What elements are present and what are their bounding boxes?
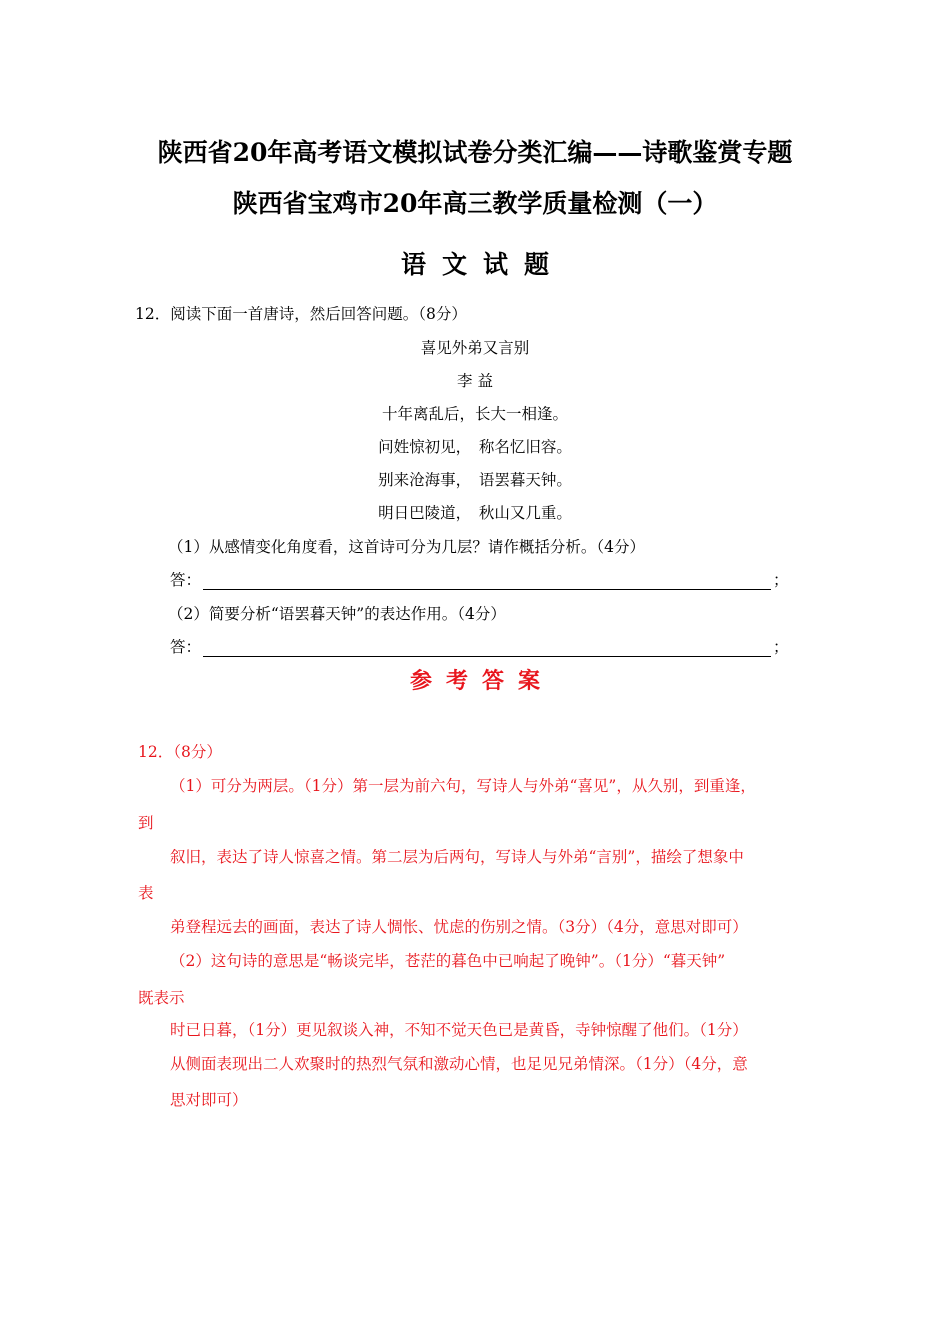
answer-line: 叙旧，表达了诗人惊喜之情。第二层为后两句，写诗人与外弟“言别”，描绘了想象中 bbox=[170, 848, 744, 866]
question-prompt: 12．阅读下面一首唐诗，然后回答问题。（8分） bbox=[135, 305, 467, 323]
reference-answer-title: 参考答案 bbox=[409, 668, 554, 694]
poem-line: 明日巴陵道， 秋山又几重。 bbox=[378, 504, 572, 522]
sub-question-2: （2）简要分析“语罢暮天钟”的表达作用。（4分） bbox=[168, 605, 506, 623]
answer-line: 弟登程远去的画面，表达了诗人惆怅、忧虑的伤别之情。（3分）（4分，意思对即可） bbox=[170, 918, 748, 936]
answer-line-2[interactable] bbox=[170, 635, 789, 657]
poem-title: 喜见外弟又言别 bbox=[420, 339, 530, 357]
answer-end: ； bbox=[773, 571, 789, 589]
answer-line: 到 bbox=[138, 814, 154, 832]
sub-question-1: （1）从感情变化角度看，这首诗可分为几层？请作概括分析。（4分） bbox=[168, 538, 645, 556]
answer-blank[interactable] bbox=[203, 639, 771, 657]
answer-line: 表 bbox=[138, 884, 154, 902]
answer-line: 思对即可） bbox=[170, 1091, 248, 1109]
document-subtitle: 陕西省宝鸡市20年高三教学质量检测（一） bbox=[232, 189, 718, 218]
answer-line: 时已日暮，（1分）更见叙谈入神，不知不觉天色已是黄昏，寺钟惊醒了他们。（1分） bbox=[170, 1021, 748, 1039]
answer-line: 从侧面表现出二人欢聚时的热烈气氛和激动心情，也足见兄弟情深。（1分）（4分，意 bbox=[170, 1055, 748, 1073]
answer-line-1[interactable] bbox=[170, 568, 789, 590]
poem-author: 李 益 bbox=[457, 372, 493, 390]
document-title: 陕西省20年高考语文模拟试卷分类汇编——诗歌鉴赏专题 bbox=[157, 138, 793, 167]
answer-label: 答： bbox=[170, 571, 202, 589]
subject-heading: 语文试题 bbox=[400, 250, 565, 279]
answer-line: （1）可分为两层。（1分）第一层为前六句，写诗人与外弟“喜见”，从久别，到重逢， bbox=[170, 777, 756, 795]
answer-number: 12．（8分） bbox=[138, 743, 222, 761]
answer-blank[interactable] bbox=[203, 572, 771, 590]
poem-line: 问姓惊初见， 称名忆旧容。 bbox=[378, 438, 572, 456]
poem-line: 别来沧海事， 语罢暮天钟。 bbox=[378, 471, 572, 489]
poem-line: 十年离乱后，长大一相逢。 bbox=[381, 405, 568, 423]
answer-line: （2）这句诗的意思是“畅谈完毕，苍茫的暮色中已响起了晚钟”。（1分）“暮天钟” bbox=[170, 952, 726, 970]
answer-label: 答： bbox=[170, 638, 202, 656]
answer-line: 既表示 bbox=[138, 989, 185, 1007]
answer-end: ； bbox=[773, 638, 789, 656]
